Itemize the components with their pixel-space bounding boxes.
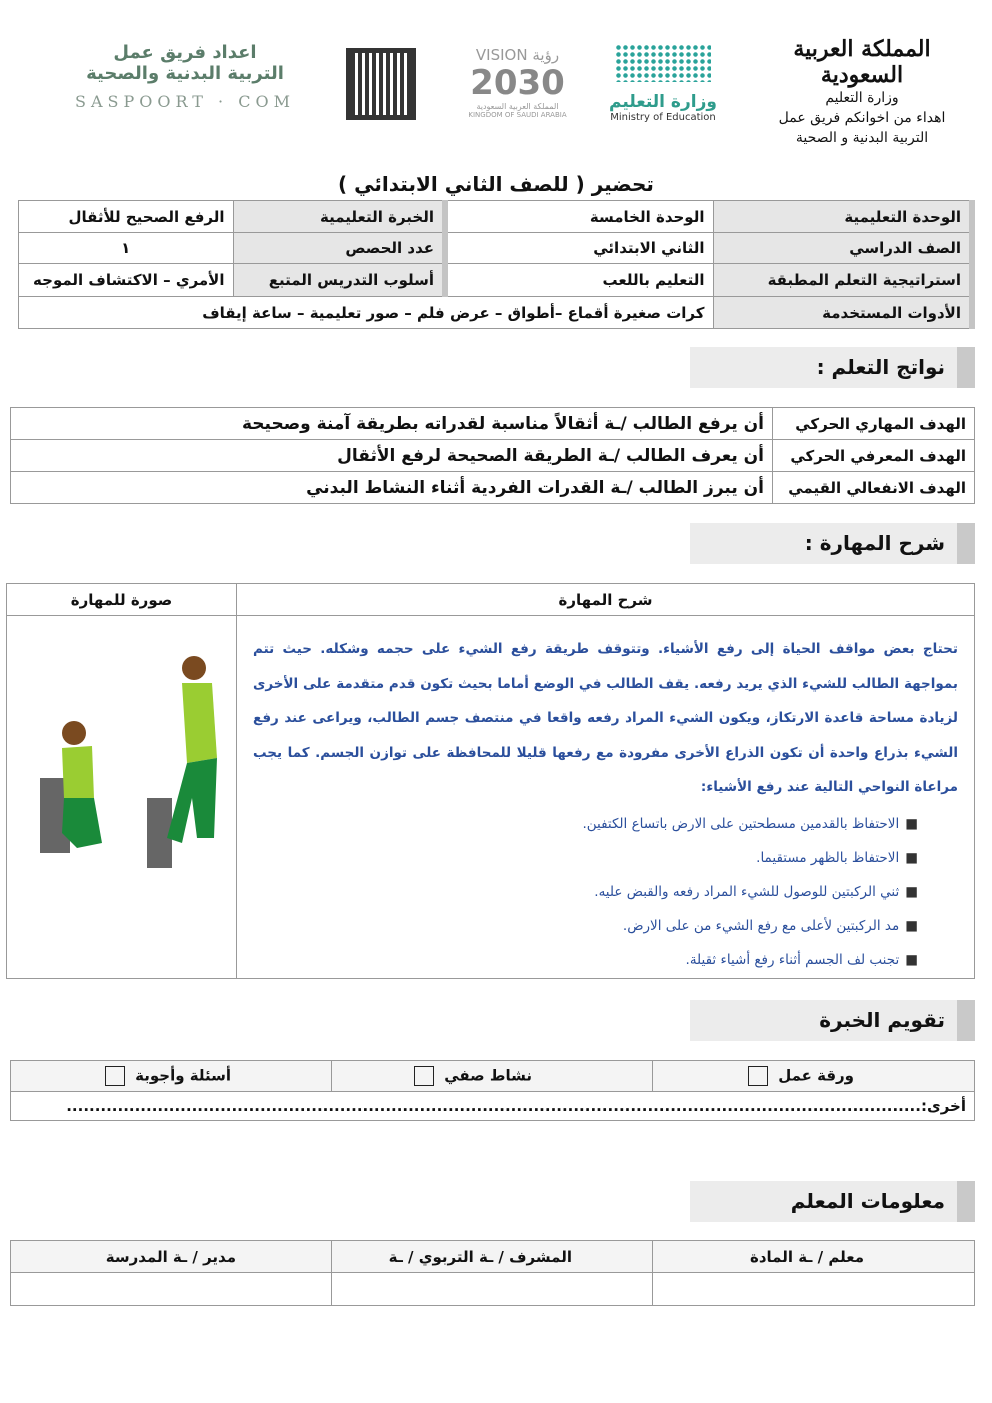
skill-image [7,616,237,979]
outcomes-heading: نواتج التعلم : [690,347,975,388]
qr-code [346,48,416,120]
skill-heading: شرح المهارة : [690,523,975,564]
checkbox[interactable] [414,1066,434,1086]
bullet-item: ■الاحتفاظ بالظهر مستقيما. [756,849,918,866]
other-field[interactable]: ...................................................................................................................................................... [66,1097,921,1115]
team-logo: اعداد فريق عمل التربية البدنية والصحية SASPOORT · COM [75,42,295,111]
bullet-item: ■تجنب لف الجسم أثناء رفع أشياء ثقيلة. [685,951,918,968]
skill-table: شرح المهارة صورة للمهارة تحتاج بعض مواقف الحياة إلى رفع الأشياء. وتتوقف طريقة رفع الشيء على حجمه وشكله. حيث تتم بمواجهة الطالب للشيء الذي يريد رفعه. يقف الطالب في الوضع أماما بحيث تكون قدم متقدمة على الأخرى لزيادة مساحة قاعدة الارتكاز، ويكون الشيء المراد رفعه واقعا في منتصف جسم الطالب، ويراعى عند رفع الشيء بذراع واحدة أن تكون الذراع الأخرى مفرودة مع رفعها قليلا للمحافظة على توازن الجسم. كما يجب مراعاة النواحي التالية عند رفع الأشياء: ■الاحتفاظ بالقدمين مسطحتين على الارض باتساع الكتفين. ■الاحتفاظ بالظهر مستقيما. ■ثني الركبتين للوصول للشيء المراد رفعه والقبض عليه. ■مد الركبتين لأعلى مع رفع الشيء من على الارض. ■تجنب لف الجسم أثناء رفع أشياء ثقيلة. [6,583,975,979]
teacher-heading: معلومات المعلم [690,1181,975,1222]
skill-paragraph: تحتاج بعض مواقف الحياة إلى رفع الأشياء. وتتوقف طريقة رفع الشيء على حجمه وشكله. حيث تتم بمواجهة الطالب للشيء الذي يريد رفعه. يقف الطالب في الوضع أماما بحيث تكون قدم متقدمة على الأخرى لزيادة مساحة قاعدة الارتكاز، ويكون الشيء المراد رفعه واقعا في منتصف جسم الطالب، ويراعى عند رفع الشيء بذراع واحدة أن تكون الذراع الأخرى مفرودة مع رفعها قليلا للمحافظة على توازن الجسم. كما يجب مراعاة النواحي التالية عند رفع الأشياء: [253,641,958,795]
bullet-item: ■ثني الركبتين للوصول للشيء المراد رفعه والقبض عليه. [594,883,918,900]
supervisor-signature[interactable] [332,1273,653,1306]
evaluation-heading: تقويم الخبرة [690,1000,975,1041]
checkbox[interactable] [748,1066,768,1086]
moe-logo: وزارة التعليم Ministry of Education [588,44,738,123]
qa-option[interactable]: أسئلة وأجوبة [11,1061,332,1092]
teacher-signature[interactable] [653,1273,975,1306]
worksheet-option[interactable]: ورقة عمل [653,1061,975,1092]
bullet-item: ■الاحتفاظ بالقدمين مسطحتين على الارض باتساع الكتفين. [582,815,918,832]
lesson-info-table: الوحدة التعليمية الوحدة الخامسة الخبرة التعليمية الرفع الصحيح للأثقال الصف الدراسي الثاني الابتدائي عدد الحصص ١ استراتيجية التعلم المطبقة التعليم باللعب أسلوب التدريس المتبع الأمري – الاكتشاف الموجه الأدوات المستخدمة كرات صغيرة أقماع –أطواق – عرض فلم – صور تعليمية – ساعة إيقاف [18,200,975,329]
kingdom-logo: المملكة العربية السعودية وزارة التعليم اهداء من اخوانكم فريق عمل التربية البدنية و الصحية [778,36,946,146]
lifting-illustration [22,638,222,868]
evaluation-table: ورقة عمل نشاط صفي أسئلة وأجوبة أخرى:...................................................................................................................................................... [10,1060,975,1121]
checkbox[interactable] [105,1066,125,1086]
vision-2030-logo: VISION رؤية 2030 المملكة العربية السعودية KINGDOM OF SAUDI ARABIA [468,46,567,119]
outcome-row: الهدف المعرفي الحركي أن يعرف الطالب /ـة الطريقة الصحيحة لرفع الأثقال [11,440,975,472]
outcome-row: الهدف الانفعالي القيمي أن يبرز الطالب /ـة القدرات الفردية أثناء النشاط البدني [11,472,975,504]
class-activity-option[interactable]: نشاط صفي [332,1061,653,1092]
moe-dots-icon [615,44,711,82]
principal-signature[interactable] [11,1273,332,1306]
bullet-item: ■مد الركبتين لأعلى مع رفع الشيء من على الارض. [622,917,918,934]
outcomes-table [10,407,975,504]
page-title: تحضير ( للصف الثاني الابتدائي ) [338,172,654,196]
outcome-row: الهدف المهاري الحركي أن يرفع الطالب /ـة أثقالاً مناسبة لقدراته بطريقة آمنة وصحيحة [11,408,975,440]
teacher-table: معلم / ـة المادة المشرف / ـة التربوي / ـة مدير / ـة المدرسة [10,1240,975,1306]
